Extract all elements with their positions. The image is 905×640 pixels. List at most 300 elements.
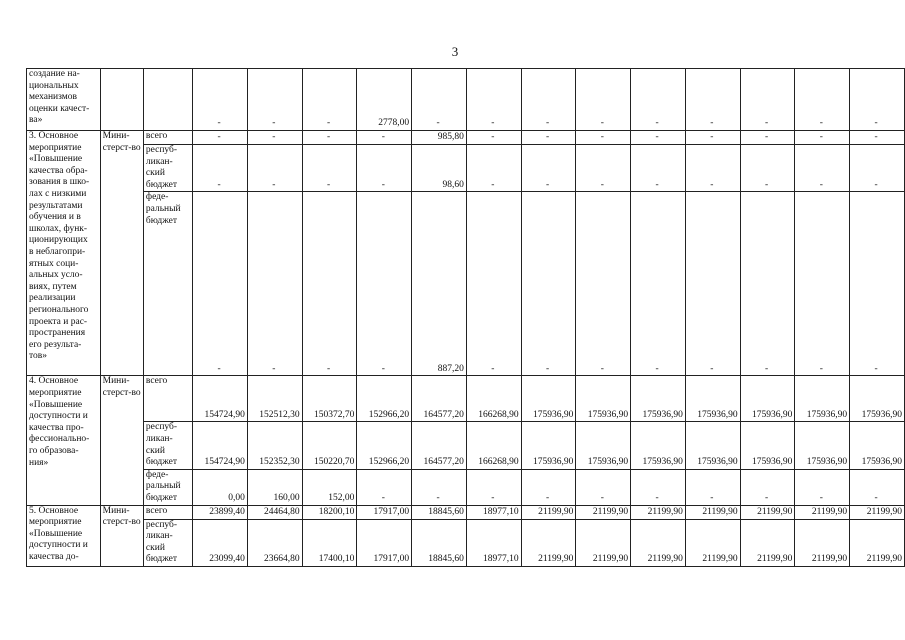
amount-value: 24464,80	[264, 506, 300, 517]
amount-cell	[576, 519, 631, 566]
amount-value: 152966,20	[368, 409, 410, 420]
funding-source: всего	[143, 376, 192, 422]
amount-value: 175936,90	[752, 409, 793, 420]
amount-value: -	[217, 363, 221, 374]
amount-cell	[740, 145, 795, 192]
amount-cell	[193, 422, 248, 469]
amount-cell	[850, 192, 905, 376]
amount-cell	[521, 505, 576, 519]
amount-cell	[466, 519, 521, 566]
amount-value: 98,60	[442, 179, 464, 190]
amount-cell	[302, 145, 357, 192]
amount-value: 21199,90	[702, 506, 738, 517]
description-line: в неблагопри-	[29, 246, 86, 257]
amount-value: -	[655, 363, 659, 374]
description-line: го образова-	[29, 445, 79, 456]
amount-value: -	[436, 492, 440, 503]
amount-value: 175936,90	[861, 409, 902, 420]
description-line: ва»	[29, 115, 43, 126]
amount-value: 21199,90	[866, 506, 902, 517]
amount-cell	[576, 376, 631, 422]
amount-cell	[795, 376, 850, 422]
amount-value: -	[710, 132, 714, 143]
amount-cell	[247, 505, 302, 519]
description-line: фессионально-	[29, 434, 90, 445]
amount-cell	[521, 69, 576, 131]
amount-value: 21199,90	[757, 554, 793, 565]
amount-cell	[412, 469, 467, 505]
amount-value: 160,00	[273, 492, 300, 503]
amount-value: -	[326, 179, 331, 190]
amount-cell	[576, 469, 631, 505]
amount-cell	[466, 192, 521, 376]
description-line: создание на-	[29, 69, 80, 79]
amount-cell	[357, 145, 412, 192]
amount-cell	[685, 422, 740, 469]
amount-cell	[357, 131, 412, 145]
amount-value: 175936,90	[861, 457, 902, 468]
amount-value: 175936,90	[697, 409, 738, 420]
activity-description	[27, 131, 101, 376]
amount-value: -	[600, 179, 604, 190]
amount-value: -	[710, 118, 714, 129]
amount-value: 166268,90	[478, 409, 519, 420]
amount-cell	[412, 376, 467, 422]
amount-value: -	[381, 492, 385, 503]
amount-value: 175936,90	[642, 409, 683, 420]
amount-cell	[740, 505, 795, 519]
description-line: регионального	[29, 304, 89, 315]
description-line: механизмов	[29, 92, 77, 103]
amount-cell	[466, 376, 521, 422]
amount-cell	[193, 69, 248, 131]
amount-cell	[412, 69, 467, 131]
activity-description	[27, 505, 101, 566]
amount-value: -	[381, 363, 385, 374]
activity-description	[27, 69, 101, 131]
amount-value: -	[272, 118, 276, 129]
description-line: мероприятие	[29, 387, 82, 398]
amount-cell	[357, 469, 412, 505]
table-row	[27, 192, 905, 376]
amount-cell	[795, 505, 850, 519]
amount-cell	[302, 422, 357, 469]
amount-cell	[302, 376, 357, 422]
amount-value: -	[655, 492, 659, 503]
amount-value: 18845,60	[428, 506, 464, 517]
amount-cell	[412, 519, 467, 566]
amount-cell	[850, 519, 905, 566]
amount-cell	[412, 422, 467, 469]
amount-cell	[357, 192, 412, 376]
amount-cell	[302, 192, 357, 376]
amount-cell	[685, 505, 740, 519]
description-line: зования в шко-	[29, 177, 90, 188]
amount-value: -	[819, 132, 823, 143]
page-number: 3	[451, 44, 459, 59]
amount-value: -	[491, 363, 495, 374]
executor-cell: Мини-стерст-во	[100, 376, 143, 505]
amount-cell	[576, 145, 631, 192]
amount-value: -	[545, 492, 550, 503]
table-row	[27, 422, 905, 469]
amount-cell	[740, 519, 795, 566]
description-line: ционирующих	[29, 235, 88, 246]
amount-cell	[412, 145, 467, 192]
amount-value: 152966,20	[368, 457, 410, 468]
description-line: его результа-	[29, 339, 82, 350]
amount-value: -	[545, 118, 550, 129]
description-line: лах с низкими	[29, 188, 87, 199]
description-line: реализации	[29, 293, 76, 304]
amount-value: -	[874, 363, 878, 374]
amount-cell	[740, 469, 795, 505]
amount-value: -	[819, 179, 823, 190]
amount-cell	[631, 376, 686, 422]
amount-value: 175936,90	[806, 409, 848, 420]
amount-value: 21199,90	[538, 506, 574, 517]
amount-value: 23099,40	[209, 554, 245, 565]
amount-cell	[795, 69, 850, 131]
amount-cell	[685, 131, 740, 145]
amount-cell	[631, 469, 686, 505]
amount-value: 18977,10	[483, 506, 519, 517]
table-row	[27, 519, 905, 566]
amount-value: -	[819, 363, 823, 374]
amount-cell	[412, 131, 467, 145]
amount-cell	[302, 131, 357, 145]
description-line: 4. Основное	[29, 376, 79, 387]
amount-value: 164577,20	[423, 457, 464, 468]
amount-cell	[247, 192, 302, 376]
amount-value: -	[545, 179, 550, 190]
amount-cell	[357, 519, 412, 566]
description-line: качества до-	[29, 551, 79, 562]
amount-value: 985,80	[437, 132, 464, 143]
description-line: качества про-	[29, 422, 84, 433]
amount-value: 17400,10	[318, 554, 355, 565]
amount-value: 175936,90	[806, 457, 848, 468]
amount-value: -	[764, 363, 769, 374]
amount-cell	[795, 519, 850, 566]
description-line: проекта и рас-	[29, 316, 88, 327]
amount-value: -	[272, 363, 276, 374]
description-line: оценки качест-	[29, 103, 90, 114]
amount-value: 175936,90	[642, 457, 683, 468]
amount-value: -	[710, 363, 714, 374]
amount-value: -	[600, 118, 604, 129]
description-line: обучения и в	[29, 212, 81, 223]
amount-cell	[193, 469, 248, 505]
amount-value: -	[600, 132, 604, 143]
amount-cell	[193, 505, 248, 519]
amount-cell	[850, 422, 905, 469]
amount-cell	[247, 422, 302, 469]
amount-value: 166268,90	[478, 457, 519, 468]
description-line: «Повышение	[29, 154, 83, 165]
executor-cell: Мини-стерст-во	[100, 131, 143, 376]
funding-source	[143, 69, 192, 131]
amount-cell	[193, 131, 248, 145]
amount-value: 175936,90	[752, 457, 793, 468]
amount-value: 21199,90	[757, 506, 793, 517]
description-line: тов»	[29, 351, 48, 362]
amount-cell	[850, 376, 905, 422]
amount-cell	[521, 422, 576, 469]
amount-value: -	[545, 363, 550, 374]
amount-cell	[521, 131, 576, 145]
amount-cell	[466, 69, 521, 131]
amount-cell	[631, 145, 686, 192]
amount-cell	[357, 69, 412, 131]
amount-value: 21199,90	[702, 554, 738, 565]
amount-value: -	[326, 363, 331, 374]
amount-cell	[576, 422, 631, 469]
budget-table	[26, 68, 905, 567]
amount-cell	[631, 519, 686, 566]
funding-source: респуб-ликан-ский бюджет	[143, 519, 192, 566]
amount-cell	[247, 145, 302, 192]
amount-value: 175936,90	[697, 457, 738, 468]
description-line: виях, путем	[29, 281, 77, 292]
funding-source: всего	[143, 131, 192, 145]
amount-value: -	[217, 118, 221, 129]
amount-cell	[740, 376, 795, 422]
amount-cell	[466, 469, 521, 505]
description-line: ния»	[29, 457, 49, 468]
amount-value: 152512,30	[259, 409, 300, 420]
amount-value: -	[326, 132, 331, 143]
table-row	[27, 131, 905, 145]
amount-value: -	[874, 492, 878, 503]
amount-value: 21199,90	[592, 554, 629, 565]
table-row	[27, 469, 905, 505]
description-line: школах, функ-	[29, 223, 88, 234]
amount-value: 17917,00	[373, 506, 410, 517]
amount-value: -	[764, 118, 769, 129]
amount-value: 21199,90	[811, 506, 848, 517]
amount-cell	[740, 69, 795, 131]
description-line: пространения	[29, 328, 86, 339]
executor-cell: Мини-стерст-во	[100, 505, 143, 566]
amount-value: 17917,00	[373, 554, 410, 565]
amount-value: -	[491, 118, 495, 129]
amount-cell	[850, 69, 905, 131]
amount-value: -	[491, 132, 495, 143]
amount-value: 154724,90	[204, 457, 245, 468]
amount-cell	[740, 192, 795, 376]
amount-value: -	[874, 118, 878, 129]
amount-value: 175936,90	[587, 409, 629, 420]
amount-value: -	[272, 132, 276, 143]
amount-value: -	[381, 179, 385, 190]
amount-value: 154724,90	[204, 409, 245, 420]
amount-value: -	[381, 132, 385, 143]
amount-value: -	[545, 132, 550, 143]
amount-value: -	[272, 179, 276, 190]
amount-value: 23664,80	[264, 554, 300, 565]
amount-value: 18200,10	[318, 506, 355, 517]
table-row	[27, 376, 905, 422]
table-row	[27, 145, 905, 192]
executor-cell	[100, 69, 143, 131]
amount-value: 175936,90	[533, 457, 574, 468]
funding-source: феде-ральный бюджет	[143, 192, 192, 376]
amount-value: 21199,90	[647, 506, 683, 517]
amount-value: -	[764, 132, 769, 143]
amount-value: -	[874, 179, 878, 190]
amount-cell	[521, 519, 576, 566]
amount-cell	[795, 145, 850, 192]
description-line: результатами	[29, 200, 83, 211]
amount-cell	[247, 69, 302, 131]
amount-cell	[850, 145, 905, 192]
amount-value: -	[217, 179, 221, 190]
amount-value: -	[436, 118, 440, 129]
activity-description	[27, 376, 101, 505]
amount-cell	[247, 469, 302, 505]
amount-value: -	[819, 492, 823, 503]
amount-cell	[521, 145, 576, 192]
amount-value: 21199,90	[538, 554, 574, 565]
amount-cell	[412, 192, 467, 376]
amount-value: -	[655, 132, 659, 143]
amount-value: 150372,70	[314, 409, 355, 420]
amount-cell	[466, 145, 521, 192]
amount-cell	[576, 131, 631, 145]
amount-value: 18977,10	[483, 554, 519, 565]
amount-value: 164577,20	[423, 409, 464, 420]
amount-cell	[466, 131, 521, 145]
amount-cell	[631, 131, 686, 145]
amount-value: -	[491, 179, 495, 190]
amount-value: 0,00	[228, 492, 245, 503]
amount-cell	[302, 469, 357, 505]
amount-cell	[685, 192, 740, 376]
amount-cell	[685, 145, 740, 192]
amount-cell	[795, 192, 850, 376]
amount-value: 2778,00	[378, 118, 410, 129]
amount-cell	[193, 145, 248, 192]
amount-value: -	[874, 132, 878, 143]
amount-cell	[685, 519, 740, 566]
amount-value: -	[655, 118, 659, 129]
funding-source: респуб-ликан-ский бюджет	[143, 422, 192, 469]
amount-cell	[466, 422, 521, 469]
amount-value: -	[819, 118, 823, 129]
amount-value: -	[710, 492, 714, 503]
amount-value: 21199,90	[647, 554, 683, 565]
amount-value: 175936,90	[533, 409, 574, 420]
amount-value: -	[600, 492, 604, 503]
amount-cell	[521, 469, 576, 505]
amount-cell	[302, 69, 357, 131]
amount-value: -	[764, 492, 769, 503]
amount-cell	[740, 131, 795, 145]
amount-cell	[795, 469, 850, 505]
amount-value: -	[764, 179, 769, 190]
amount-value: 152,00	[328, 492, 355, 503]
amount-value: 175936,90	[587, 457, 629, 468]
amount-cell	[412, 505, 467, 519]
amount-cell	[631, 505, 686, 519]
amount-cell	[795, 422, 850, 469]
table-row	[27, 505, 905, 519]
amount-cell	[247, 519, 302, 566]
amount-value: -	[326, 118, 331, 129]
amount-cell	[247, 376, 302, 422]
amount-cell	[631, 192, 686, 376]
amount-value: 21199,90	[866, 554, 902, 565]
amount-value: -	[217, 132, 221, 143]
amount-cell	[685, 469, 740, 505]
amount-cell	[302, 505, 357, 519]
amount-cell	[631, 69, 686, 131]
amount-value: 887,20	[437, 363, 464, 374]
funding-source: всего	[143, 505, 192, 519]
amount-cell	[740, 422, 795, 469]
description-line: доступности и	[29, 540, 88, 551]
amount-cell	[193, 519, 248, 566]
amount-value: -	[655, 179, 659, 190]
description-line: циональных	[29, 80, 79, 91]
amount-cell	[576, 505, 631, 519]
amount-value: 18845,60	[428, 554, 464, 565]
amount-value: -	[600, 363, 604, 374]
description-line: альных усло-	[29, 270, 83, 281]
amount-cell	[357, 376, 412, 422]
amount-cell	[795, 131, 850, 145]
amount-cell	[357, 422, 412, 469]
amount-cell	[302, 519, 357, 566]
amount-cell	[631, 422, 686, 469]
funding-source: феде-ральный бюджет	[143, 469, 192, 505]
table-row	[27, 69, 905, 131]
description-line: 5. Основное	[29, 505, 79, 516]
description-line: качества обра-	[29, 165, 88, 176]
amount-cell	[193, 376, 248, 422]
amount-cell	[685, 69, 740, 131]
amount-cell	[685, 376, 740, 422]
amount-cell	[193, 192, 248, 376]
description-line: мероприятие	[29, 517, 82, 528]
amount-cell	[576, 192, 631, 376]
amount-value: 150220,70	[314, 457, 355, 468]
description-line: ятных соци-	[29, 258, 79, 269]
amount-cell	[850, 469, 905, 505]
amount-value: -	[710, 179, 714, 190]
amount-cell	[521, 376, 576, 422]
amount-cell	[357, 505, 412, 519]
amount-value: 23899,40	[209, 506, 245, 517]
amount-cell	[850, 505, 905, 519]
amount-cell	[576, 69, 631, 131]
amount-value: -	[491, 492, 495, 503]
funding-source: респуб-ликан-ский бюджет	[143, 145, 192, 192]
amount-cell	[466, 505, 521, 519]
description-line: мероприятие	[29, 142, 82, 153]
amount-cell	[850, 131, 905, 145]
amount-value: 21199,90	[811, 554, 848, 565]
amount-cell	[247, 131, 302, 145]
description-line: 3. Основное	[29, 131, 79, 141]
description-line: доступности и	[29, 411, 88, 422]
description-line: «Повышение	[29, 399, 83, 410]
description-line: «Повышение	[29, 528, 83, 539]
amount-cell	[521, 192, 576, 376]
amount-value: 152352,30	[259, 457, 300, 468]
amount-value: 21199,90	[592, 506, 629, 517]
